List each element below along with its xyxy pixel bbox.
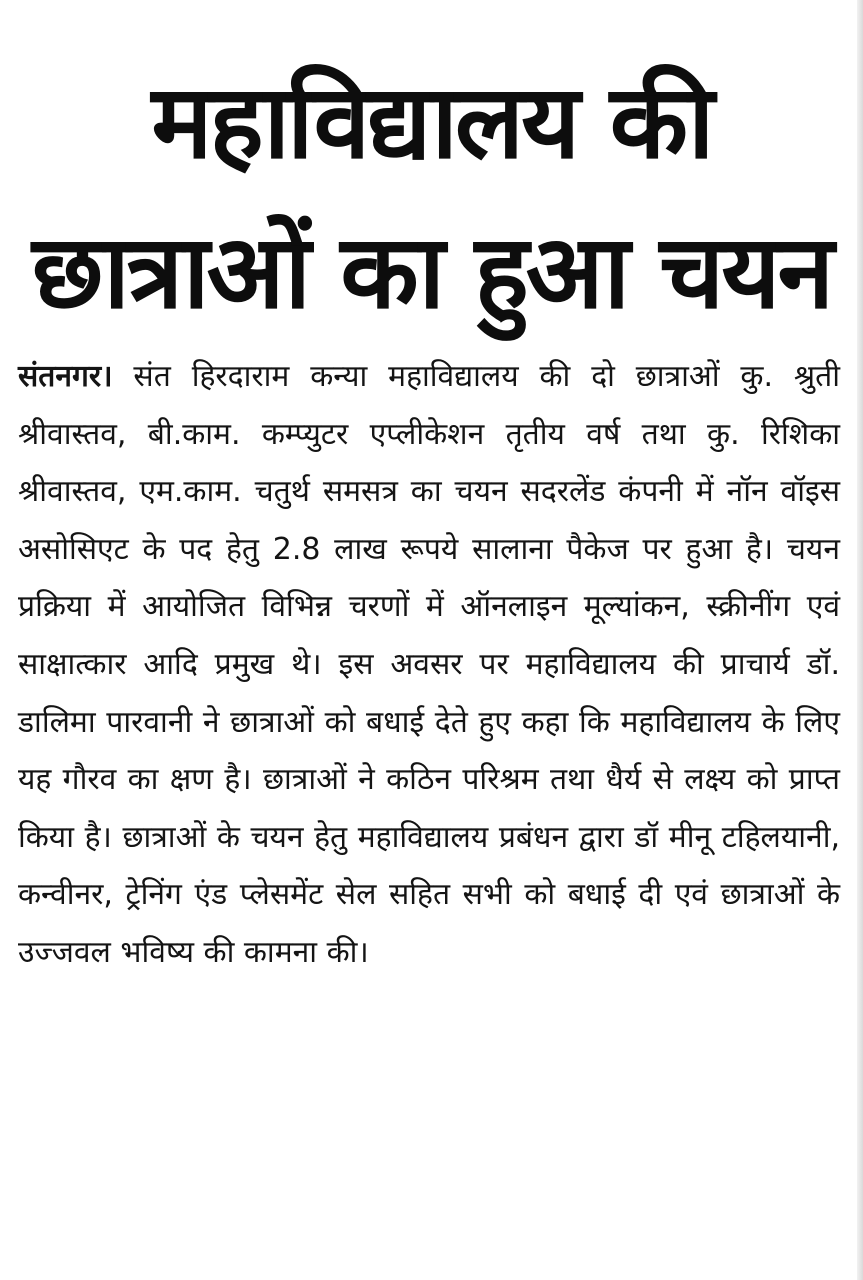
headline (14, 48, 849, 348)
headline-line-2: छात्राओं का हुआ चयन (31, 213, 832, 332)
dateline: संतनगर। (18, 359, 113, 394)
article-body (18, 348, 840, 982)
page-edge-shadow (857, 0, 863, 1280)
headline-line-1: महाविद्यालय की (151, 63, 712, 182)
article-text: संत हिरदाराम कन्या महाविद्यालय की दो छात्राओं कु. श्रुती श्रीवास्तव, बी.काम. कम्प्युटर एप्लीकेशन तृतीय वर्ष तथा कु. रिशिका श्रीवास्तव, एम.काम. चतुर्थ समसत्र का चयन सदरलेंड कंपनी में नॉन वॉइस असोसिएट के पद हेतु 2.8 लाख रूपये सालाना पैकेज पर हुआ है। चयन प्रक्रिया में आयोजित विभिन्न चरणों में ऑनलाइन मूल्यांकन, स्क्रीनींग एवं साक्षात्कार आदि प्रमुख थे। इस अवसर पर महाविद्यालय की प्राचार्य डॉ. डालिमा पारवानी ने छात्राओं को बधाई देते हुए कहा कि महाविद्यालय के लिए यह गौरव का क्षण है। छात्राओं ने कठिन परिश्रम तथा धैर्य से लक्ष्य को प्राप्त किया है। छात्राओं के चयन हेतु महाविद्यालय प्रबंधन द्वारा डॉ मीनू टहिलयानी, कन्वीनर, ट्रेनिंग एंड प्लेसमेंट सेल सहित सभी को बधाई दी एवं छात्राओं के उज्जवल भविष्य की कामना की। (18, 359, 840, 970)
